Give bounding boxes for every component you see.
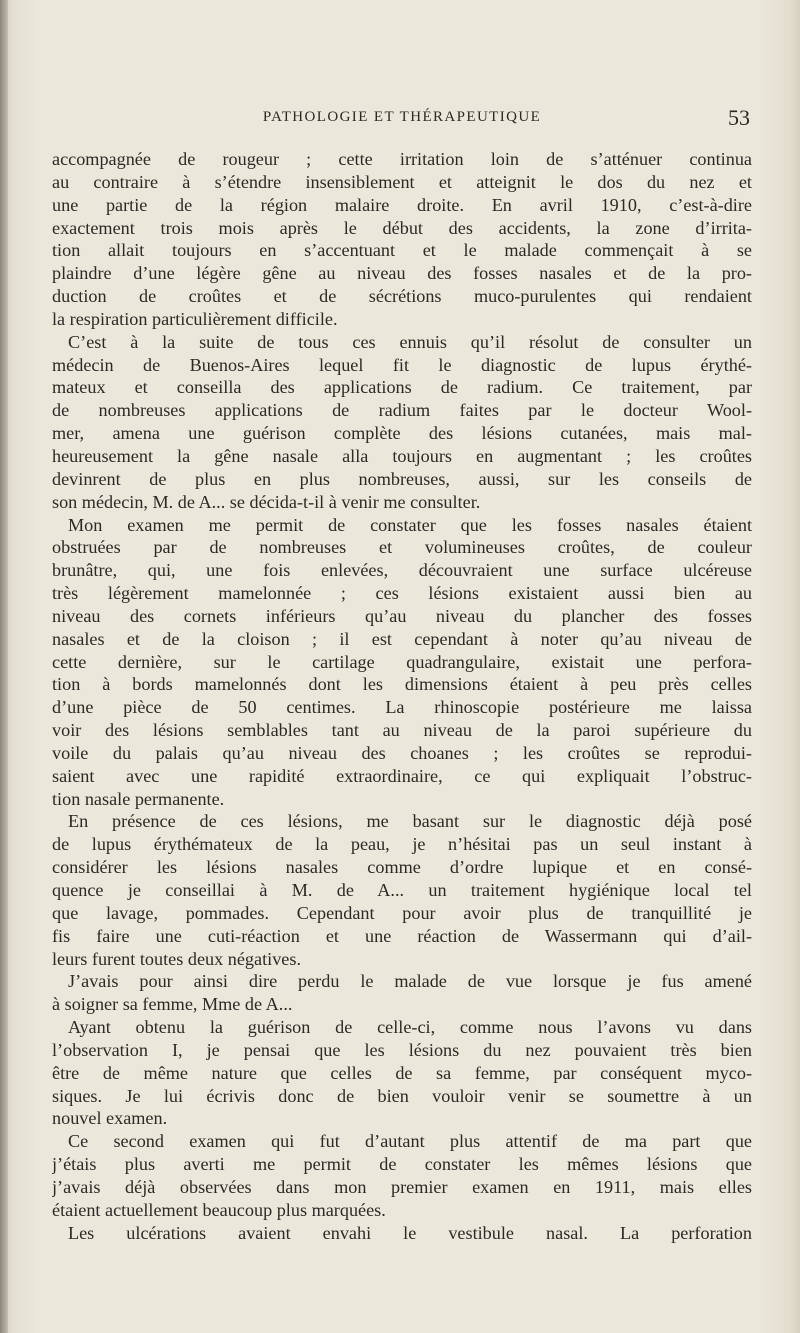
text-line: niveau des cornets inférieurs qu’au niveau du plancher des fosses [52, 605, 752, 626]
text-line: voile du palais qu’au niveau des choanes ; les croûtes se reprodui- [52, 742, 752, 763]
text-line: accompagnée de rougeur ; cette irritation loin de s’atténuer continua [52, 149, 752, 169]
text-line: mer, amena une guérison complète des lésions cutanées, mais mal- [52, 423, 752, 444]
text-line: En présence de ces lésions, me basant sur le diagnostic déjà posé [68, 811, 752, 832]
text-line: C’est à la suite de tous ces ennuis qu’il résolut de consulter un [68, 331, 752, 352]
text-line: à soigner sa femme, Mme de A... [52, 994, 293, 1015]
text-line: l’observation I, je pensai que les lésions du nez pouvaient très bien [52, 1039, 752, 1060]
text-line: que lavage, pommades. Cependant pour avoir plus de tranquillité je [52, 902, 752, 923]
text-line: brunâtre, qui, une fois enlevées, découvraient une surface ulcéreuse [52, 560, 752, 581]
text-line: leurs furent toutes deux négatives. [52, 948, 301, 969]
text-line: heureusement la gêne nasale alla toujours en augmentant ; les croûtes [52, 445, 752, 466]
text-line: mateux et conseilla des applications de radium. Ce traitement, par [52, 377, 752, 398]
body-text [52, 148, 752, 1245]
text-line: voir des lésions semblables tant au niveau de la paroi supérieure du [52, 720, 752, 741]
text-line: plaindre d’une légère gêne au niveau des fosses nasales et de la pro- [52, 263, 752, 284]
text-line: d’une pièce de 50 centimes. La rhinoscopie postérieure me laissa [52, 697, 752, 718]
text-line: considérer les lésions nasales comme d’ordre lupique et en consé- [52, 857, 752, 878]
running-title: PATHOLOGIE ET THÉRAPEUTIQUE [262, 109, 542, 125]
text-line: son médecin, M. de A... se décida-t-il à venir me consulter. [52, 491, 481, 512]
text-line: exactement trois mois après le début des accidents, la zone d’irrita- [52, 217, 752, 238]
text-line: nasales et de la cloison ; il est cependant à noter qu’au niveau de [52, 628, 752, 649]
text-line: devinrent de plus en plus nombreuses, aussi, sur les conseils de [52, 468, 752, 489]
text-line: très légèrement mamelonnée ; ces lésions existaient aussi bien au [52, 583, 752, 604]
text-line: cette dernière, sur le cartilage quadrangulaire, existait une perfora- [52, 651, 752, 672]
page-header [52, 105, 752, 133]
text-line: J’avais pour ainsi dire perdu le malade de vue lorsque je fus amené [68, 971, 752, 992]
text-line: au contraire à s’étendre insensiblement et atteignit le dos du nez et [52, 171, 752, 192]
text-line: tion à bords mamelonnés dont les dimensions étaient à peu près celles [52, 674, 752, 695]
page-number: 53 [728, 105, 750, 130]
text-line: de lupus érythémateux de la peau, je n’hésitai pas un seul instant à [52, 834, 752, 855]
text-line: Mon examen me permit de constater que les fosses nasales étaient [68, 514, 752, 535]
text-line: médecin de Buenos-Aires lequel fit le diagnostic de lupus érythé- [52, 354, 752, 375]
text-line: quence je conseillai à M. de A... un traitement hygiénique local tel [52, 880, 752, 900]
text-line: étaient actuellement beaucoup plus marquées. [52, 1199, 386, 1220]
text-line: la respiration particulièrement difficile. [52, 308, 338, 329]
text-line: une partie de la région malaire droite. En avril 1910, c’est-à-dire [52, 194, 752, 215]
text-line: duction de croûtes et de sécrétions muco-purulentes qui rendaient [52, 286, 752, 307]
text-line: j’étais plus averti me permit de constater les mêmes lésions que [52, 1154, 752, 1175]
text-line: de nombreuses applications de radium faites par le docteur Wool- [52, 400, 752, 421]
text-line: Ce second examen qui fut d’autant plus attentif de ma part que [68, 1131, 752, 1152]
text-line: siques. Je lui écrivis donc de bien vouloir venir se soumettre à un [52, 1085, 752, 1106]
page-binding-edge [0, 0, 8, 1333]
text-line: nouvel examen. [52, 1108, 168, 1129]
text-line: j’avais déjà observées dans mon premier examen en 1911, mais elles [52, 1176, 752, 1197]
text-line: saient avec une rapidité extraordinaire, ce qui expliquait l’obstruc- [52, 765, 752, 786]
text-line: Ayant obtenu la guérison de celle-ci, comme nous l’avons vu dans [68, 1017, 752, 1038]
text-line: obstruées par de nombreuses et volumineuses croûtes, de couleur [52, 537, 752, 558]
text-line: être de même nature que celles de sa femme, par conséquent myco- [52, 1062, 752, 1083]
text-line: fis faire une cuti-réaction et une réaction de Wassermann qui d’ail- [52, 925, 752, 946]
text-line: tion allait toujours en s’accentuant et le malade commençait à se [52, 240, 752, 261]
text-line: Les ulcérations avaient envahi le vestibule nasal. La perforation [68, 1222, 752, 1243]
text-line: tion nasale permanente. [52, 788, 225, 809]
